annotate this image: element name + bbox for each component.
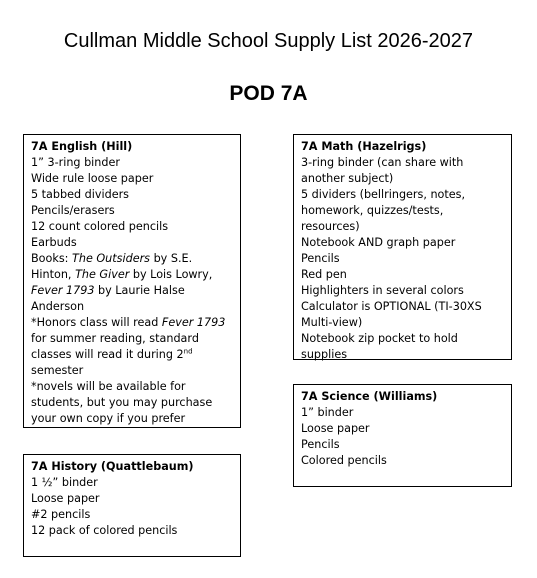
list-item: Colored pencils [301,454,387,467]
list-item: Loose paper [301,422,370,435]
list-item: 1” 3-ring binder [31,156,120,169]
list-item: 5 tabbed dividers [31,188,130,201]
list-item: Pencils [301,438,340,451]
list-item: Wide rule loose paper [31,172,154,185]
honors-note-text: *Honors class will read [31,316,159,329]
math-supply-box [293,134,512,360]
history-supply-box [23,454,241,557]
list-item: Red pen [301,268,347,281]
books-label: Books: [31,252,69,265]
list-item: 1” binder [301,406,354,419]
list-item: 12 count colored pencils [31,220,169,233]
book-title: Fever 1793 [31,284,95,297]
pod-title: POD 7A [229,82,308,105]
list-item: Earbuds [31,236,77,249]
page-title: Cullman Middle School Supply List 2026-2027 [63,30,474,52]
list-item: Calculator is OPTIONAL (TI-30XS Multi-view) [301,300,482,329]
math-header: 7A Math (Hazelrigs) [301,140,427,153]
list-item: Notebook AND graph paper [301,236,456,249]
book-title: The Outsiders [72,252,151,265]
history-header: 7A History (Quattlebaum) [31,460,194,473]
english-supply-box [23,134,241,428]
science-header: 7A Science (Williams) [301,390,438,403]
list-item: #2 pencils [31,508,91,521]
list-item: Highlighters in several colors [301,284,464,297]
novels-note: *novels will be available for students, but you may purchase your own copy if you prefer [31,380,213,425]
list-item: 5 dividers (bellringers, notes, homework, quizzes/tests, resources) [301,188,466,233]
list-item: Pencils [301,252,340,265]
honors-note [31,315,233,379]
books-list [31,251,233,315]
list-item: Pencils/erasers [31,204,115,217]
english-header: 7A English (Hill) [31,140,133,153]
list-item: 12 pack of colored pencils [31,524,178,537]
honors-book-title: Fever 1793 [161,316,226,329]
list-item: 1 ½” binder [31,476,98,489]
honors-note-text: for summer reading, standard classes will read it during 2 [31,332,199,361]
book-author: by Lois Lowry, [132,268,213,281]
list-item: 3-ring binder (can share with another subject) [301,156,464,185]
list-item: Loose paper [31,492,100,505]
science-supply-box [293,384,512,487]
ordinal-suffix: nd [183,347,193,356]
book-title: The Giver [75,268,130,281]
honors-note-text: semester [31,364,84,377]
book-author: by Laurie Halse Anderson [31,284,185,313]
book-author: by S.E. Hinton, [31,252,193,281]
list-item: Notebook zip pocket to hold supplies [301,332,458,361]
